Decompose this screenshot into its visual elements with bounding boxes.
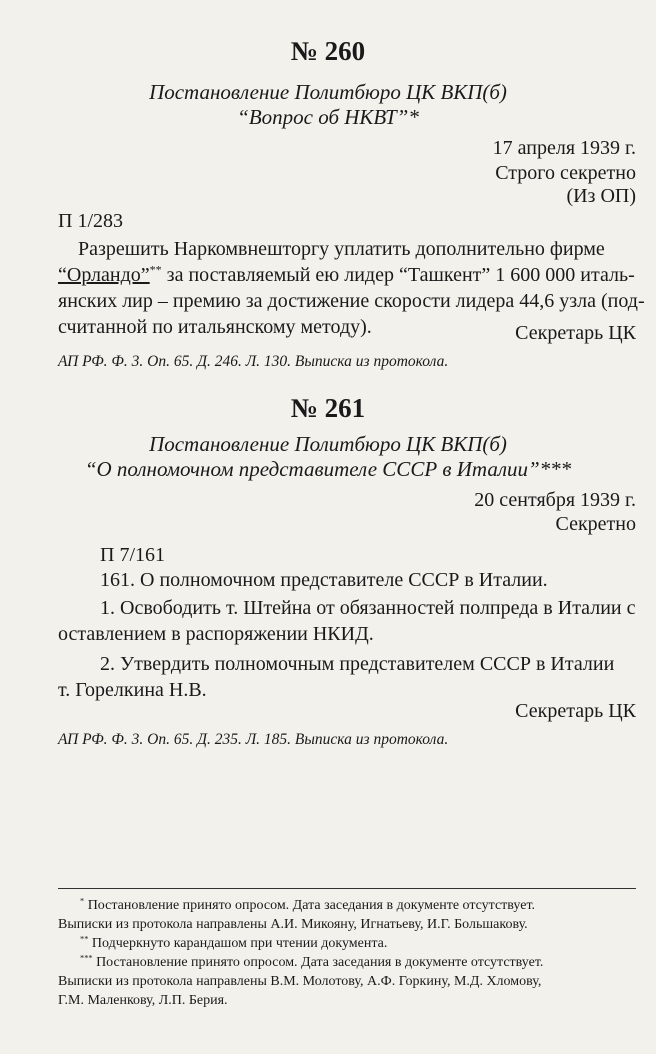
- doc-260-number: № 260: [290, 36, 366, 66]
- doc-260-classification: Строго секретно: [495, 162, 636, 184]
- doc-261-number: № 261: [290, 393, 366, 423]
- doc-261-classification: Секретно: [555, 513, 636, 535]
- doc-261-date: 20 сентября 1939 г.: [474, 489, 636, 511]
- footnote-3-line1: [58, 953, 636, 972]
- doc-260-title-line1: Постановление Политбюро ЦК ВКП(б): [149, 80, 507, 104]
- doc-260-body-line3: янских лир – премию за достижение скорости лидера 44,6 узла (под-: [58, 290, 645, 312]
- firm-name: “Орландо”: [58, 264, 150, 286]
- doc-260-signature: Секретарь ЦК: [515, 322, 636, 344]
- footnote-1-text1: Постановление принято опросом. Дата заседания в документе отсутствует.: [87, 898, 536, 913]
- doc-260-body-line2-rest: за поставляемый ею лидер “Ташкент” 1 600 000 италь-: [161, 264, 635, 286]
- doc-260-body-line1: Разрешить Наркомвнешторгу уплатить дополнительно фирме: [78, 238, 605, 260]
- doc-261-title-line2: “О полномочном представителе СССР в Италии”***: [84, 457, 572, 481]
- doc-261-point1-line2: оставлением в распоряжении НКИД.: [58, 623, 374, 645]
- doc-260-protocol-ref: П 1/283: [58, 210, 123, 232]
- doc-260-archive-ref: АП РФ. Ф. 3. Оп. 65. Д. 246. Л. 130. Выписка из протокола.: [58, 353, 449, 370]
- footnote-3-line2: Выписки из протокола направлены В.М. Молотову, А.Ф. Горкину, М.Д. Хломову,: [58, 974, 542, 989]
- footnote-3-text1: Постановление принято опросом. Дата заседания в документе отсутствует.: [96, 955, 544, 970]
- footnote-1-mark: *: [80, 896, 85, 906]
- footnote-3-line3: Г.М. Маленкову, Л.П. Берия.: [58, 993, 228, 1008]
- doc-261-point1: [58, 595, 636, 647]
- footnote-3-mark: ***: [80, 953, 93, 963]
- footnote-1-line1: [58, 896, 636, 915]
- doc-260-body-line2: [58, 262, 636, 288]
- doc-260-body-line4: считанной по итальянскому методу).: [58, 316, 372, 338]
- doc-261-archive-ref: АП РФ. Ф. 3. Оп. 65. Д. 235. Л. 185. Выписка из протокола.: [58, 731, 449, 748]
- footnote-2-text1: Подчеркнуто карандашом при чтении документа.: [91, 936, 388, 951]
- doc-261-protocol-ref: П 7/161: [100, 544, 165, 566]
- footnote-mark-2: **: [149, 262, 162, 277]
- doc-260-date: 17 апреля 1939 г.: [492, 137, 636, 159]
- doc-261-point1-line1: 1. Освободить т. Штейна от обязанностей полпреда в Италии с: [100, 597, 636, 619]
- doc-261-item-heading: 161. О полномочном представителе СССР в Италии.: [100, 569, 548, 591]
- footnote-1-line2: Выписки из протокола направлены А.И. Микояну, Игнатьеву, И.Г. Большакову.: [58, 917, 528, 932]
- footnotes: [58, 896, 636, 1010]
- doc-261-point2-line2: т. Горелкина Н.В.: [58, 679, 207, 701]
- footnote-2-line1: [58, 934, 636, 953]
- footnote-divider: [58, 888, 636, 889]
- doc-261-point2: [58, 651, 636, 703]
- doc-260-source: (Из ОП): [566, 185, 636, 207]
- doc-260-title-line2: “Вопрос об НКВТ”*: [237, 105, 419, 129]
- doc-261-signature: Секретарь ЦК: [515, 700, 636, 722]
- doc-261-point2-line1: 2. Утвердить полномочным представителем СССР в Италии: [100, 653, 615, 675]
- doc-261-title-line1: Постановление Политбюро ЦК ВКП(б): [149, 432, 507, 456]
- footnote-2-mark: **: [80, 934, 89, 944]
